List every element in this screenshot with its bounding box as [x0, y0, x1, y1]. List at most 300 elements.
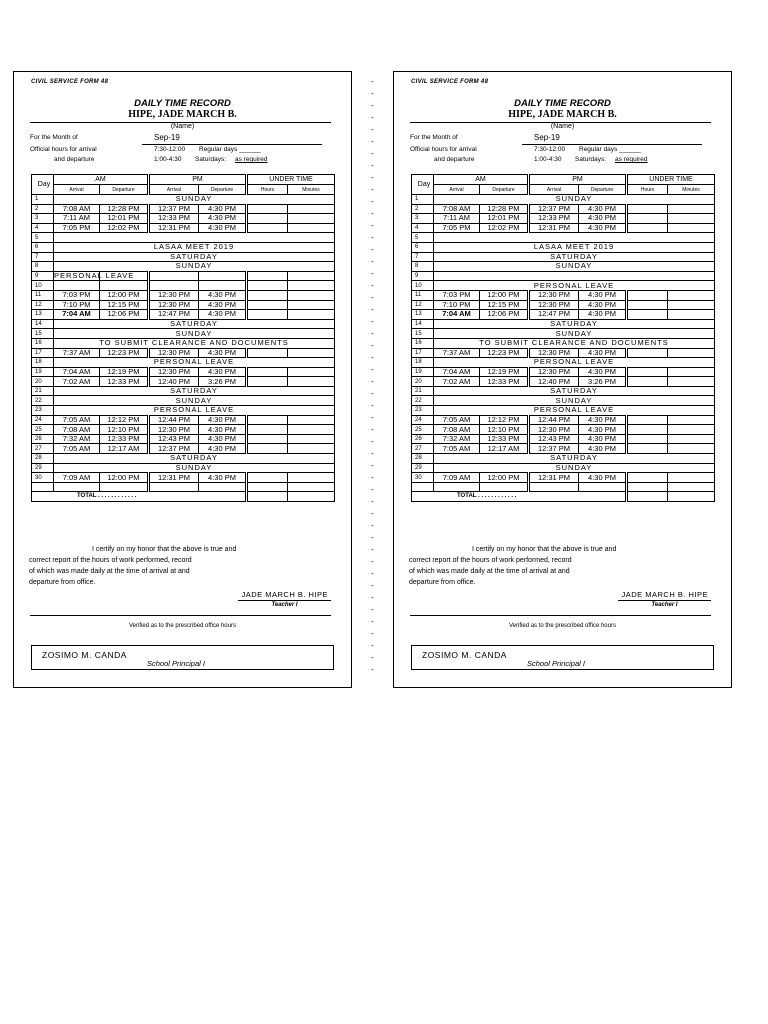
cut-dot: - [371, 665, 374, 674]
cut-dot: - [371, 377, 374, 386]
time-cell: 12:00 PM [100, 290, 149, 300]
form-title: DAILY TIME RECORD [134, 98, 231, 109]
signatory-name: JADE MARCH B. HIPE [241, 590, 328, 599]
day-remark: SATURDAY [434, 454, 715, 464]
hours-pm: 1:00-4:30 [154, 156, 182, 163]
table-row [412, 319, 715, 329]
under-time-header: UNDER TIME [627, 175, 715, 185]
table-row [412, 358, 715, 368]
cut-dot: - [371, 281, 374, 290]
table-row [32, 233, 335, 243]
time-cell: 7:03 PM [54, 290, 100, 300]
time-cell: 12:10 PM [480, 425, 529, 435]
time-cell: 12:19 PM [100, 367, 149, 377]
saturdays-label: Saturdays: [195, 156, 227, 163]
cut-dot: - [371, 173, 374, 182]
time-cell: 12:30 PM [149, 300, 199, 310]
total-hours-cell [627, 491, 668, 501]
day-number: 24 [32, 415, 54, 425]
cut-dot: - [371, 461, 374, 470]
day-remark [434, 233, 715, 243]
time-cell: 12:47 PM [149, 310, 199, 320]
time-cell: 12:28 PM [100, 204, 149, 214]
arrival-header: Arrival [529, 185, 579, 195]
time-cell: 7:32 AM [434, 434, 480, 444]
total-label: TOTAL . . . . . . . . . . . . [32, 491, 247, 501]
time-cell: 7:32 AM [54, 434, 100, 444]
day-number: 8 [412, 262, 434, 272]
am-header: AM [434, 175, 529, 185]
cut-dot: - [371, 629, 374, 638]
day-number: 14 [32, 319, 54, 329]
cut-dot: - [371, 401, 374, 410]
table-row [412, 425, 715, 435]
month-underline [142, 144, 322, 145]
table-row [412, 415, 715, 425]
cert-line-3: of which was made daily at the time of arrival at and [409, 568, 570, 575]
day-number: 30 [412, 473, 434, 483]
day-number: 26 [32, 434, 54, 444]
minutes-cell [668, 415, 715, 425]
day-number: 2 [32, 204, 54, 214]
saturdays-value: as required [615, 156, 648, 163]
day-remark: SUNDAY [434, 195, 715, 205]
time-cell: 12:00 PM [100, 473, 149, 483]
day-remark: SATURDAY [434, 319, 715, 329]
day-remark [54, 233, 335, 243]
time-cell: 12:02 PM [100, 223, 149, 233]
total-row [32, 491, 335, 501]
hours-cell [627, 204, 668, 214]
time-cell: 12:31 PM [149, 473, 199, 483]
cut-dot: - [371, 233, 374, 242]
day-number: 6 [412, 242, 434, 252]
cut-dot: - [371, 617, 374, 626]
time-cell: 4:30 PM [579, 444, 627, 454]
time-cell [199, 271, 247, 281]
table-row [32, 290, 335, 300]
blank-cell [54, 482, 100, 491]
cut-dot: - [371, 437, 374, 446]
hours-cell [247, 281, 288, 291]
time-cell: 12:28 PM [480, 204, 529, 214]
minutes-cell [288, 290, 335, 300]
cert-line-1: I certify on my honor that the above is true and [472, 546, 617, 553]
hours-cell [627, 310, 668, 320]
time-cell: 7:03 PM [434, 290, 480, 300]
cut-dot: - [371, 641, 374, 650]
time-cell: 3:26 PM [199, 377, 247, 387]
cut-dot: - [371, 353, 374, 362]
table-row [412, 262, 715, 272]
total-hours-cell [247, 491, 288, 501]
time-cell: 4:30 PM [579, 425, 627, 435]
day-remark: TO SUBMIT CLEARANCE AND DOCUMENTS [54, 338, 335, 348]
cut-dot: - [371, 497, 374, 506]
cut-dot: - [371, 185, 374, 194]
day-number: 4 [412, 223, 434, 233]
table-row [32, 425, 335, 435]
hours-cell [247, 444, 288, 454]
hours-cell [627, 434, 668, 444]
time-cell: 12:31 PM [529, 223, 579, 233]
time-cell: 7:08 AM [434, 204, 480, 214]
table-row [32, 415, 335, 425]
verified-text: Verified as to the prescribed office hours [129, 623, 236, 629]
day-remark: SATURDAY [54, 454, 335, 464]
table-row [32, 473, 335, 483]
minutes-cell [288, 415, 335, 425]
time-cell: 12:43 PM [529, 434, 579, 444]
total-row [412, 491, 715, 501]
hours-cell [247, 434, 288, 444]
minutes-cell [288, 310, 335, 320]
minutes-cell [288, 271, 335, 281]
time-cell: 7:04 AM [434, 367, 480, 377]
day-remark: SUNDAY [434, 463, 715, 473]
table-row [412, 329, 715, 339]
principal-title: School Principal I [527, 659, 585, 668]
table-row [412, 463, 715, 473]
day-remark: SUNDAY [434, 329, 715, 339]
day-number: 18 [32, 358, 54, 368]
employee-name: HIPE, JADE MARCH B. [508, 109, 617, 120]
cut-dot: - [371, 365, 374, 374]
minutes-cell [288, 377, 335, 387]
table-row [412, 233, 715, 243]
day-number: 23 [32, 406, 54, 416]
hours-cell [247, 214, 288, 224]
time-cell: 12:43 PM [149, 434, 199, 444]
cut-dot: - [371, 221, 374, 230]
cert-line-4: departure from office. [29, 579, 96, 586]
time-cell: 7:04 AM [54, 367, 100, 377]
table-row [32, 195, 335, 205]
time-cell: 7:11 AM [54, 214, 100, 224]
hours-cell [247, 415, 288, 425]
day-number: 11 [32, 290, 54, 300]
table-row [412, 300, 715, 310]
time-cell: 7:11 AM [434, 214, 480, 224]
time-cell: 12:19 PM [480, 367, 529, 377]
cut-dot: - [371, 269, 374, 278]
divider [30, 615, 331, 616]
hours-cell [247, 367, 288, 377]
cert-line-2: correct report of the hours of work performed, record [409, 557, 572, 564]
time-cell: 12:30 PM [149, 348, 199, 358]
time-cell: 12:33 PM [149, 214, 199, 224]
time-cell: 12:37 PM [529, 204, 579, 214]
day-remark: LASAA MEET 2019 [54, 242, 335, 252]
table-row [32, 204, 335, 214]
time-cell: PERSONAL LEAVE [54, 271, 135, 281]
table-row [412, 242, 715, 252]
day-number: 6 [32, 242, 54, 252]
day-number: 21 [412, 386, 434, 396]
cut-dot: - [371, 89, 374, 98]
minutes-cell [288, 367, 335, 377]
day-number: 27 [412, 444, 434, 454]
minutes-cell [288, 223, 335, 233]
day-number: 2 [412, 204, 434, 214]
time-cell: 12:10 PM [100, 425, 149, 435]
hours-pm: 1:00-4:30 [534, 156, 562, 163]
table-row [32, 396, 335, 406]
am-header: AM [54, 175, 149, 185]
time-cell: 4:30 PM [579, 223, 627, 233]
day-number: 19 [32, 367, 54, 377]
time-cell: 12:00 PM [480, 473, 529, 483]
day-remark: SATURDAY [54, 386, 335, 396]
hours-cell [627, 300, 668, 310]
minutes-cell [288, 434, 335, 444]
blank-cell [100, 482, 149, 491]
table-row [412, 281, 715, 291]
minutes-cell [668, 473, 715, 483]
minutes-cell [668, 367, 715, 377]
time-cell: 12:30 PM [529, 290, 579, 300]
time-cell: 4:30 PM [199, 204, 247, 214]
table-row [412, 367, 715, 377]
cut-dot: - [371, 557, 374, 566]
cut-dot: - [371, 473, 374, 482]
day-number: 3 [412, 214, 434, 224]
day-number: 14 [412, 319, 434, 329]
cut-dot: - [371, 209, 374, 218]
cut-dot: - [371, 137, 374, 146]
table-row [32, 271, 335, 281]
day-number: 15 [412, 329, 434, 339]
time-cell: 4:30 PM [579, 367, 627, 377]
day-remark: SATURDAY [434, 252, 715, 262]
day-number: 3 [32, 214, 54, 224]
table-row [32, 463, 335, 473]
time-cell: 12:31 PM [529, 473, 579, 483]
minutes-cell [668, 310, 715, 320]
cut-dot: - [371, 329, 374, 338]
day-number: 16 [412, 338, 434, 348]
table-row [32, 367, 335, 377]
table-row [32, 386, 335, 396]
day-remark: TO SUBMIT CLEARANCE AND DOCUMENTS [434, 338, 715, 348]
time-cell: 4:30 PM [199, 434, 247, 444]
time-cell: 4:30 PM [199, 367, 247, 377]
cut-dot: - [371, 197, 374, 206]
table-row [412, 214, 715, 224]
departure-label: and departure [434, 156, 475, 163]
header-row [32, 175, 335, 185]
time-cell: 4:30 PM [579, 204, 627, 214]
day-number: 13 [412, 310, 434, 320]
time-cell: 7:02 AM [54, 377, 100, 387]
time-cell: 4:30 PM [579, 214, 627, 224]
table-row [32, 310, 335, 320]
hours-cell [247, 377, 288, 387]
hours-cell [627, 425, 668, 435]
day-number: 28 [32, 454, 54, 464]
day-number: 20 [32, 377, 54, 387]
dtr-table [31, 174, 335, 502]
time-cell: 7:05 PM [54, 223, 100, 233]
cert-line-3: of which was made daily at the time of arrival at and [29, 568, 190, 575]
cut-dot: - [371, 413, 374, 422]
day-remark: SATURDAY [434, 386, 715, 396]
minutes-cell [288, 473, 335, 483]
day-number: 13 [32, 310, 54, 320]
signatory-name: JADE MARCH B. HIPE [621, 590, 708, 599]
table-row [32, 214, 335, 224]
time-cell: 7:05 AM [434, 444, 480, 454]
time-cell: 4:30 PM [579, 348, 627, 358]
time-cell: 7:05 PM [434, 223, 480, 233]
day-remark: SUNDAY [54, 195, 335, 205]
cut-dot: - [371, 341, 374, 350]
cut-dot: - [371, 533, 374, 542]
time-cell: 7:02 AM [434, 377, 480, 387]
time-cell: 12:33 PM [100, 377, 149, 387]
cut-dot: - [371, 317, 374, 326]
time-cell: 12:33 PM [529, 214, 579, 224]
time-cell: 12:30 PM [149, 425, 199, 435]
month-underline [522, 144, 702, 145]
official-hours-label: Official hours for arrival [30, 146, 97, 153]
dtr-form-left [13, 71, 352, 688]
departure-header: Departure [199, 185, 247, 195]
blank-cell [668, 482, 715, 491]
cut-dot: - [371, 593, 374, 602]
time-cell: 12:44 PM [529, 415, 579, 425]
cut-dot: - [371, 545, 374, 554]
cut-dot: - [371, 113, 374, 122]
time-cell: 4:30 PM [199, 444, 247, 454]
time-cell: 12:47 PM [529, 310, 579, 320]
day-remark: PERSONAL LEAVE [434, 281, 715, 291]
table-row [412, 386, 715, 396]
time-cell: 12:06 PM [480, 310, 529, 320]
time-cell: 4:30 PM [199, 348, 247, 358]
time-cell: 4:30 PM [199, 300, 247, 310]
time-cell: 12:01 PM [100, 214, 149, 224]
time-cell [149, 271, 199, 281]
time-cell: 3:26 PM [579, 377, 627, 387]
table-row [32, 338, 335, 348]
day-number: 24 [412, 415, 434, 425]
hours-cell [247, 204, 288, 214]
time-cell: 4:30 PM [579, 473, 627, 483]
time-cell: 12:23 PM [100, 348, 149, 358]
table-row [32, 377, 335, 387]
time-cell: 12:33 PM [100, 434, 149, 444]
table-row [412, 290, 715, 300]
arrival-header: Arrival [54, 185, 100, 195]
day-number: 9 [32, 271, 54, 281]
total-minutes-cell [668, 491, 715, 501]
time-cell: 4:30 PM [579, 290, 627, 300]
blank-row [32, 482, 335, 491]
minutes-cell [668, 425, 715, 435]
cut-dot: - [371, 605, 374, 614]
form-title: DAILY TIME RECORD [514, 98, 611, 109]
time-cell [149, 281, 199, 291]
table-row [412, 396, 715, 406]
day-number: 5 [32, 233, 54, 243]
cut-dot: - [371, 125, 374, 134]
hours-cell [627, 377, 668, 387]
hours-cell [627, 348, 668, 358]
table-row [412, 473, 715, 483]
cert-line-1: I certify on my honor that the above is true and [92, 546, 237, 553]
day-number: 9 [412, 271, 434, 281]
time-cell: 12:12 PM [480, 415, 529, 425]
time-cell: 12:30 PM [149, 290, 199, 300]
minutes-cell [668, 214, 715, 224]
table-row [32, 242, 335, 252]
cut-dot: - [371, 509, 374, 518]
blank-cell [288, 482, 335, 491]
hours-cell [247, 425, 288, 435]
minutes-cell [288, 204, 335, 214]
time-cell: 4:30 PM [199, 310, 247, 320]
minutes-cell [668, 300, 715, 310]
name-caption: (Name) [170, 123, 195, 130]
day-number: 19 [412, 367, 434, 377]
table-row [412, 204, 715, 214]
principal-title: School Principal I [147, 659, 205, 668]
day-number: 21 [32, 386, 54, 396]
table-row [32, 348, 335, 358]
time-cell: 7:08 AM [54, 425, 100, 435]
time-cell: 7:05 AM [54, 444, 100, 454]
minutes-cell [668, 377, 715, 387]
day-number: 17 [412, 348, 434, 358]
cut-dot: - [371, 77, 374, 86]
arrival-header: Arrival [149, 185, 199, 195]
subheader-row [32, 185, 335, 195]
table-row [32, 329, 335, 339]
hours-cell [247, 310, 288, 320]
table-row [412, 195, 715, 205]
day-number: 25 [32, 425, 54, 435]
hours-cell [247, 290, 288, 300]
minutes-cell [668, 348, 715, 358]
minutes-cell [668, 290, 715, 300]
table-row [412, 338, 715, 348]
month-label: For the Month of [30, 134, 78, 141]
time-cell [54, 281, 100, 291]
time-cell: 12:30 PM [149, 367, 199, 377]
time-cell: 12:17 AM [480, 444, 529, 454]
departure-header: Departure [480, 185, 529, 195]
table-row [412, 377, 715, 387]
time-cell: 7:37 AM [54, 348, 100, 358]
day-remark: SATURDAY [54, 252, 335, 262]
cut-dot: - [371, 425, 374, 434]
time-cell: 12:06 PM [100, 310, 149, 320]
day-remark: SUNDAY [434, 262, 715, 272]
regular-days: Regular days ______ [199, 146, 261, 153]
time-cell [100, 281, 149, 291]
minutes-cell [668, 444, 715, 454]
day-number: 17 [32, 348, 54, 358]
blank-row [412, 482, 715, 491]
saturdays-label: Saturdays: [575, 156, 607, 163]
cut-dot: - [371, 161, 374, 170]
day-remark: SUNDAY [54, 329, 335, 339]
cut-dot: - [371, 449, 374, 458]
table-row [412, 454, 715, 464]
blank-cell [247, 482, 288, 491]
minutes-cell [288, 444, 335, 454]
